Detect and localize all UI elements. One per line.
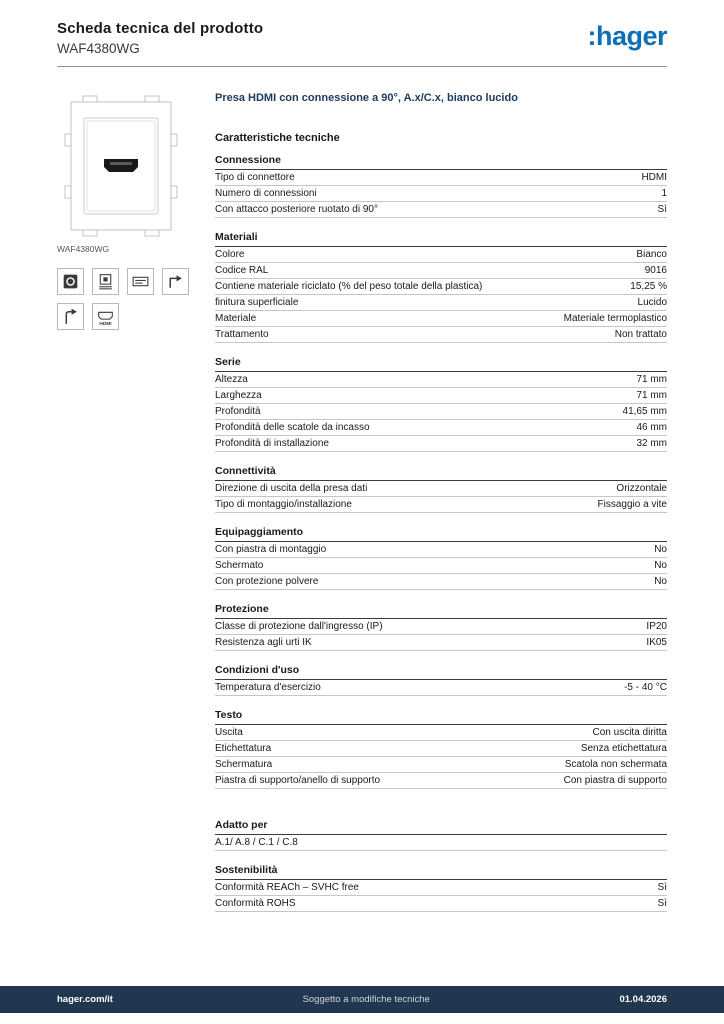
spec-row — [215, 247, 667, 263]
spec-row — [215, 372, 667, 388]
spec-value: Materiale termoplastico — [563, 313, 667, 324]
footer-date: 01.04.2026 — [619, 994, 667, 1005]
spec-value: Lucido — [637, 297, 667, 308]
spec-label: Colore — [215, 249, 245, 260]
spec-row — [215, 263, 667, 279]
spec-section — [215, 154, 667, 218]
section-title: Sostenibilità — [215, 864, 667, 880]
spec-value: 32 mm — [636, 438, 667, 449]
spec-label: Materiale — [215, 313, 257, 324]
spec-value: Fissaggio a vite — [597, 499, 667, 510]
spec-value: -5 - 40 °C — [624, 682, 667, 693]
spec-row — [215, 680, 667, 696]
spec-label: A.1/ A.8 / C.1 / C.8 — [215, 837, 298, 848]
spec-row — [215, 757, 667, 773]
spec-label: Codice RAL — [215, 265, 269, 276]
spec-value: 46 mm — [636, 422, 667, 433]
spec-row — [215, 725, 667, 741]
spec-label: Numero di connessioni — [215, 188, 317, 199]
spec-row — [215, 202, 667, 218]
spec-row — [215, 880, 667, 896]
footer-website: hager.com/it — [57, 994, 113, 1005]
spec-label: Classe di protezione dall'ingresso (IP) — [215, 621, 383, 632]
header — [57, 20, 667, 56]
spec-label: finitura superficiale — [215, 297, 299, 308]
product-image — [57, 92, 185, 240]
spec-value: 41,65 mm — [622, 406, 667, 417]
spec-value: No — [654, 576, 667, 587]
spec-row — [215, 388, 667, 404]
hdmi-socket-drawing — [57, 92, 185, 240]
spec-section — [215, 864, 667, 912]
spec-label: Profondità delle scatole da incasso — [215, 422, 370, 433]
spec-row — [215, 327, 667, 343]
spec-row — [215, 558, 667, 574]
spec-section — [215, 465, 667, 513]
product-code: WAF4380WG — [57, 41, 140, 56]
spec-value: Scatola non schermata — [564, 759, 667, 770]
spec-value: Sì — [657, 898, 667, 909]
spec-section — [215, 709, 667, 789]
hdmi-connector-icon — [92, 303, 119, 330]
spec-value: Con piastra di supporto — [563, 775, 667, 786]
spec-label: Con attacco posteriore ruotato di 90° — [215, 204, 378, 215]
spec-label: Altezza — [215, 374, 248, 385]
product-panel — [57, 92, 189, 330]
spec-value: 71 mm — [636, 390, 667, 401]
spec-value: 9016 — [644, 265, 667, 276]
spec-row — [215, 279, 667, 295]
spec-label: Tipo di connettore — [215, 172, 295, 183]
spec-label: Conformità REACh – SVHC free — [215, 882, 359, 893]
spec-section — [215, 526, 667, 590]
spec-value: Bianco — [636, 249, 667, 260]
spec-section — [215, 356, 667, 452]
spec-sections — [215, 154, 667, 912]
spec-value: IK05 — [646, 637, 667, 648]
spec-row — [215, 542, 667, 558]
product-title: Presa HDMI con connessione a 90°, A.x/C.x, bianco lucido — [215, 92, 518, 104]
header-divider — [57, 66, 667, 67]
section-title: Condizioni d'uso — [215, 664, 667, 680]
spec-row — [215, 619, 667, 635]
spec-value: Sì — [657, 204, 667, 215]
section-title: Testo — [215, 709, 667, 725]
spec-section — [215, 819, 667, 851]
spec-value: Orizzontale — [616, 483, 667, 494]
spec-section — [215, 231, 667, 343]
spec-label: Etichettatura — [215, 743, 272, 754]
spec-label: Schermatura — [215, 759, 273, 770]
spec-label: Larghezza — [215, 390, 262, 401]
pictogram-grid — [57, 268, 189, 330]
spec-section — [215, 603, 667, 651]
spec-value: HDMI — [641, 172, 667, 183]
spec-row — [215, 404, 667, 420]
spec-value: 1 — [661, 188, 667, 199]
spec-value: Senza etichettatura — [580, 743, 667, 754]
spec-label: Conformità ROHS — [215, 898, 296, 909]
spec-row — [215, 436, 667, 452]
spec-row — [215, 741, 667, 757]
spec-value: IP20 — [646, 621, 667, 632]
spec-row — [215, 295, 667, 311]
support-plate-icon — [92, 268, 119, 295]
spec-row — [215, 497, 667, 513]
spec-value: 71 mm — [636, 374, 667, 385]
spec-row — [215, 186, 667, 202]
section-title: Equipaggiamento — [215, 526, 667, 542]
spec-label: Direzione di uscita della presa dati — [215, 483, 368, 494]
spec-label: Profondità — [215, 406, 261, 417]
tech-characteristics-heading: Caratteristiche tecniche — [215, 132, 340, 144]
spec-label: Contiene materiale riciclato (% del peso totale della plastica) — [215, 281, 483, 292]
spec-value: Sì — [657, 882, 667, 893]
section-title: Connessione — [215, 154, 667, 170]
plug-90-degree-icon — [162, 268, 189, 295]
spec-row — [215, 481, 667, 497]
footer-bar — [0, 986, 724, 1013]
page-title: Scheda tecnica del prodotto — [57, 20, 264, 37]
spec-value — [655, 837, 667, 848]
spec-row — [215, 773, 667, 789]
footer-note: Soggetto a modifiche tecniche — [302, 994, 430, 1005]
spec-value: Non trattato — [614, 329, 667, 340]
spec-row — [215, 311, 667, 327]
section-title: Protezione — [215, 603, 667, 619]
spec-label: Temperatura d'esercizio — [215, 682, 321, 693]
spec-value: No — [654, 544, 667, 555]
spec-label: Trattamento — [215, 329, 269, 340]
spec-label: Piastra di supporto/anello di supporto — [215, 775, 381, 786]
spec-row — [215, 420, 667, 436]
spec-label: Con protezione polvere — [215, 576, 319, 587]
svg-text:HDMI: HDMI — [99, 321, 112, 327]
hager-logo: :hager — [587, 21, 667, 51]
spec-section — [215, 664, 667, 696]
spec-label: Con piastra di montaggio — [215, 544, 327, 555]
section-title: Adatto per — [215, 819, 667, 835]
spec-label: Tipo di montaggio/installazione — [215, 499, 352, 510]
spec-value: 15,25 % — [630, 281, 667, 292]
spec-label: Schermato — [215, 560, 264, 571]
cable-outlet-direction-icon — [57, 303, 84, 330]
spec-row — [215, 635, 667, 651]
spec-value: Con uscita diritta — [592, 727, 667, 738]
section-title: Connettività — [215, 465, 667, 481]
insertion-cycles-icon — [127, 268, 154, 295]
spec-row — [215, 835, 667, 851]
section-title: Serie — [215, 356, 667, 372]
section-title: Materiali — [215, 231, 667, 247]
fixing-claws-icon — [57, 268, 84, 295]
spec-row — [215, 170, 667, 186]
spec-label: Resistenza agli urti IK — [215, 637, 312, 648]
spec-row — [215, 574, 667, 590]
spec-label: Profondità di installazione — [215, 438, 329, 449]
spec-row — [215, 896, 667, 912]
spec-label: Uscita — [215, 727, 243, 738]
image-caption: WAF4380WG — [57, 244, 110, 254]
main-column — [215, 92, 667, 912]
spec-value: No — [654, 560, 667, 571]
